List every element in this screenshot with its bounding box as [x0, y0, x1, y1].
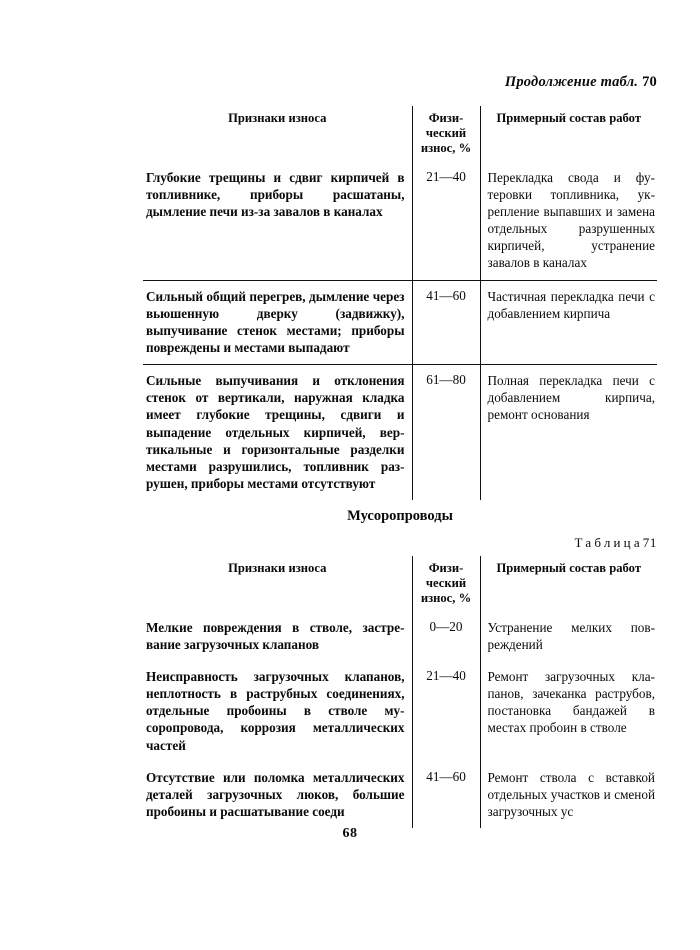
table-row: [143, 762, 657, 828]
cell-signs: Неисправность загрузочных клапанов, неплотность в раструбных соединениях, отдельные пробоины в стволе мусоропровода, коррозия металлических частей: [146, 668, 405, 753]
cell-works: Устранение мелких повреждений: [487, 619, 655, 652]
table-caption-label: Таблица: [574, 535, 643, 550]
column-header-signs: Признаки износа: [228, 561, 327, 575]
cell-wear: 21—40: [412, 661, 480, 762]
cell-wear: 0—20: [412, 612, 480, 661]
cell-signs: Отсутствие или поломка металлических деталей загрузочных люков, большие пробоины и расшатывание соеди: [146, 769, 405, 819]
cell-signs: Сильный общий перегрев, дымление через вьюшенную дверку (задвижку), выпучивание стенок местами; приборы повреждены и местами выпадают: [143, 280, 412, 365]
column-header-wear-line1: Физи-: [428, 111, 464, 125]
column-header-wear: [412, 556, 480, 612]
column-header-wear-line3: износ, %: [420, 590, 472, 605]
cell-works: Ремонт ствола с вставкой отдельных участков и сменой загрузочных ус: [487, 769, 655, 819]
table-row: [143, 612, 657, 661]
column-header-wear-line2: ческий: [425, 125, 467, 140]
section-title: Мусоропроводы: [347, 508, 453, 524]
table-header-row: [143, 106, 657, 162]
table-row: [143, 162, 657, 280]
table-row: [143, 280, 657, 365]
cell-signs: Мелкие повреждения в стволе, застревание загрузочных клапанов: [146, 619, 405, 652]
cell-works: Ремонт загрузочных клапанов, зачеканка раструбов, постановка бандажей в местах пробоин в стволе: [487, 668, 655, 736]
cell-signs: Сильные выпучивания и отклонения стенок от вертикали, наружная кладка имеет глубокие трещины, сдвиги и выпадение отдельных кирпичей, вертикальные и горизонтальные разделки местами разрушились, топливник разрушен, приборы местами отсутствуют: [146, 373, 405, 492]
column-header-wear-line1: Физи-: [428, 561, 464, 575]
cell-works: Частичная перекладка печи с добавлением кирпича: [480, 280, 657, 365]
table-header-row: [143, 556, 657, 612]
running-head-number: 70: [642, 74, 657, 90]
cell-signs: Глубокие трещины и сдвиг кирпичей в топливнике, приборы расшатаны, дымление печи из-за завалов в каналах: [143, 162, 412, 280]
cell-wear: 41—60: [412, 762, 480, 828]
cell-works: Перекладка свода и футеровки топливника, укрепление выпавших и замена отдельных разрушенных кирпичей, устранение завалов в каналах: [480, 162, 657, 280]
table-row: [143, 365, 657, 501]
cell-wear: 41—60: [412, 280, 480, 365]
column-header-wear-line3: износ, %: [420, 140, 472, 155]
cell-works: Полная перекладка печи с добавлением кирпича, ремонт основания: [487, 373, 655, 423]
cell-wear: 61—80: [412, 365, 480, 501]
column-header-signs: Признаки износа: [228, 111, 327, 125]
table-caption-number: 71: [642, 535, 657, 550]
table-70-continued: [143, 106, 657, 500]
running-head: [143, 74, 657, 91]
column-header-works: Примерный состав работ: [496, 111, 642, 125]
table-caption: [143, 535, 657, 551]
running-head-text: Продолжение табл.: [504, 74, 639, 90]
table-row: [143, 661, 657, 762]
column-header-wear: [412, 106, 480, 162]
page-number: 68: [342, 826, 358, 841]
column-header-wear-line2: ческий: [425, 575, 467, 590]
column-header-works: Примерный состав работ: [496, 561, 642, 575]
table-71: [143, 556, 657, 828]
cell-wear: 21—40: [412, 162, 480, 280]
